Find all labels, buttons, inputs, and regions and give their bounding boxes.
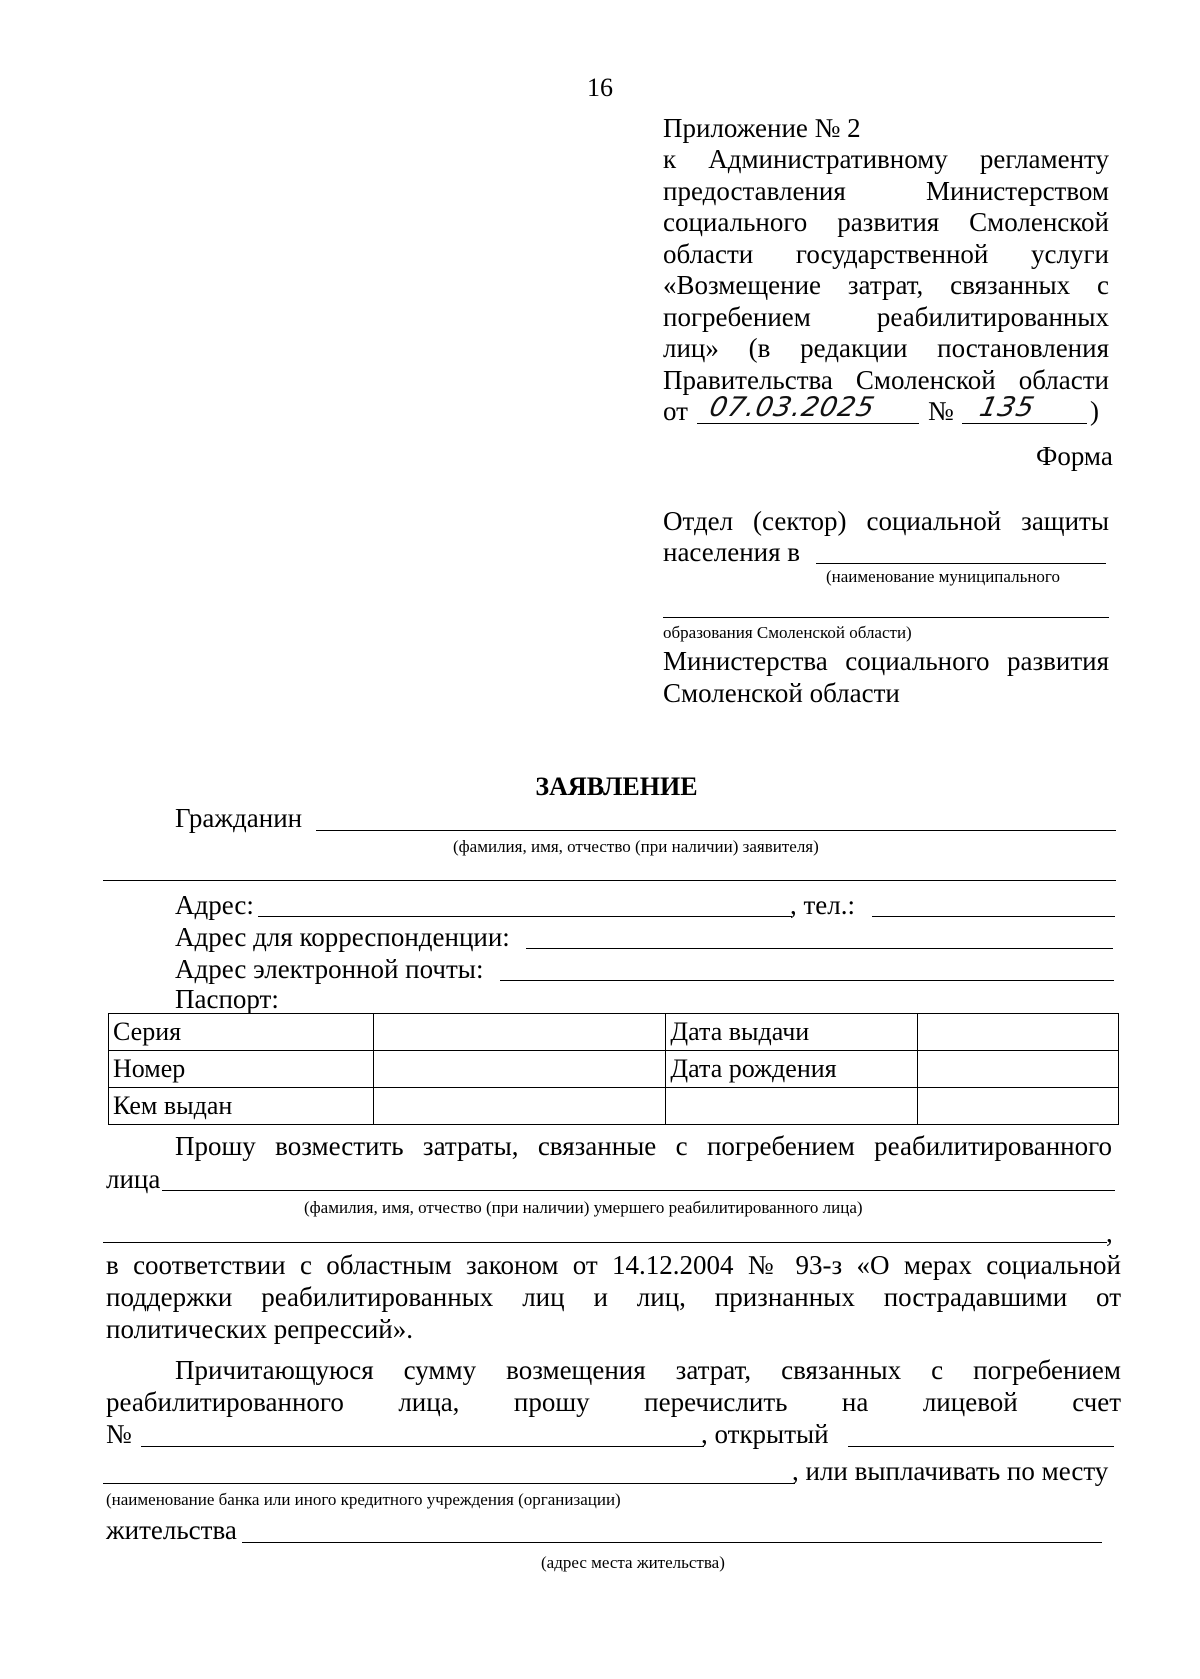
email-field[interactable]	[500, 980, 1114, 981]
table-row	[109, 1014, 1119, 1051]
municipality-hint-2: образования Смоленской области)	[663, 623, 912, 642]
law-line: поддержки реабилитированных лиц и лиц, признанных пострадавшими от	[106, 1282, 1121, 1312]
deceased-hint: (фамилия, имя, отчество (при наличии) умершего реабилитированного лица)	[304, 1198, 863, 1217]
passport-series-value[interactable]	[373, 1014, 666, 1051]
residence-hint: (адрес места жительства)	[541, 1553, 725, 1572]
deceased-label: лица	[106, 1164, 161, 1194]
residence-label: жительства	[106, 1515, 237, 1545]
account-number-sign: №	[106, 1419, 132, 1449]
addressee-line4: Смоленской области	[663, 678, 900, 708]
deceased-field-2[interactable]	[103, 1242, 1107, 1243]
law-line: в соответствии с областным законом от 14.12.2004 № 93-з «О мерах социальной	[106, 1250, 1121, 1280]
appendix-line: лиц» (в редакции постановления	[663, 333, 1109, 363]
addressee-line1: Отдел (сектор) социальной защиты	[663, 506, 1109, 536]
closing-paren: )	[1090, 396, 1099, 426]
birth-date-label: Дата рождения	[666, 1051, 918, 1088]
opened-label: , открытый	[701, 1419, 829, 1449]
table-row	[109, 1051, 1119, 1088]
addressee-line3: Министерства социального развития	[663, 646, 1109, 676]
correspondence-field[interactable]	[526, 948, 1113, 949]
email-label: Адрес электронной почты:	[175, 954, 484, 984]
handwritten-number: 135	[976, 392, 1038, 423]
page-number: 16	[587, 73, 613, 102]
appendix-line: социального развития Смоленской	[663, 207, 1109, 237]
deceased-field[interactable]	[162, 1190, 1115, 1191]
bank-field-2[interactable]	[103, 1483, 795, 1484]
phone-label: , тел.:	[790, 890, 856, 920]
appendix-line: к Административному регламенту	[663, 144, 1109, 174]
passport-number-label: Номер	[109, 1051, 374, 1088]
passport-series-label: Серия	[109, 1014, 374, 1051]
number-sign: №	[928, 396, 954, 426]
correspondence-label: Адрес для корреспонденции:	[175, 922, 510, 952]
passport-empty-cell[interactable]	[918, 1088, 1119, 1125]
municipality-underline-2	[663, 617, 1109, 618]
payment-line1: Причитающуюся сумму возмещения затрат, связанных с погребением	[175, 1355, 1121, 1385]
passport-issuer-value[interactable]	[373, 1088, 666, 1125]
appendix-line: «Возмещение затрат, связанных с	[663, 270, 1109, 300]
citizen-hint: (фамилия, имя, отчество (при наличии) заявителя)	[453, 837, 819, 856]
request-comma: ,	[1106, 1218, 1113, 1248]
form-label: Форма	[1036, 441, 1113, 471]
birth-date-value[interactable]	[918, 1051, 1119, 1088]
addressee-line2: населения в	[663, 537, 801, 567]
appendix-line: погребением реабилитированных	[663, 301, 1109, 332]
document-heading: ЗАЯВЛЕНИЕ	[535, 772, 698, 801]
municipality-hint: (наименование муниципального	[826, 567, 1060, 586]
appendix-line: предоставления Министерством	[663, 175, 1109, 206]
or-pay-label: , или выплачивать по месту	[792, 1456, 1109, 1486]
bank-hint: (наименование банка или иного кредитного учреждения (организации)	[106, 1490, 621, 1509]
citizen-field-2[interactable]	[103, 880, 1116, 881]
citizen-field[interactable]	[316, 830, 1116, 831]
account-number-field[interactable]	[141, 1446, 704, 1447]
appendix-line: области государственной услуги	[663, 238, 1109, 269]
passport-issuer-label: Кем выдан	[109, 1088, 374, 1125]
passport-issue-date-label: Дата выдачи	[666, 1014, 918, 1051]
payment-line2: реабилитированного лица, прошу перечислить на лицевой счет	[106, 1387, 1121, 1417]
number-underline	[962, 423, 1087, 424]
phone-field[interactable]	[872, 916, 1115, 917]
passport-table	[108, 1013, 1119, 1125]
appendix-line: Правительства Смоленской области	[663, 364, 1109, 395]
appendix-title: Приложение № 2	[663, 113, 861, 143]
address-field[interactable]	[258, 916, 792, 917]
passport-issue-date-value[interactable]	[918, 1014, 1119, 1051]
request-line1: Прошу возместить затраты, связанные с погребением реабилитированного	[175, 1131, 1112, 1161]
address-label: Адрес:	[175, 890, 254, 920]
law-line: политических репрессий».	[106, 1314, 414, 1344]
passport-number-value[interactable]	[373, 1051, 666, 1088]
handwritten-date: 07.03.2025	[706, 392, 878, 423]
municipality-underline	[816, 563, 1106, 564]
date-prefix: от	[663, 396, 688, 426]
citizen-label: Гражданин	[175, 803, 303, 833]
date-underline	[697, 423, 919, 424]
passport-label: Паспорт:	[175, 984, 279, 1014]
bank-field[interactable]	[848, 1446, 1114, 1447]
residence-field[interactable]	[242, 1542, 1102, 1543]
passport-empty-cell[interactable]	[666, 1088, 918, 1125]
table-row	[109, 1088, 1119, 1125]
